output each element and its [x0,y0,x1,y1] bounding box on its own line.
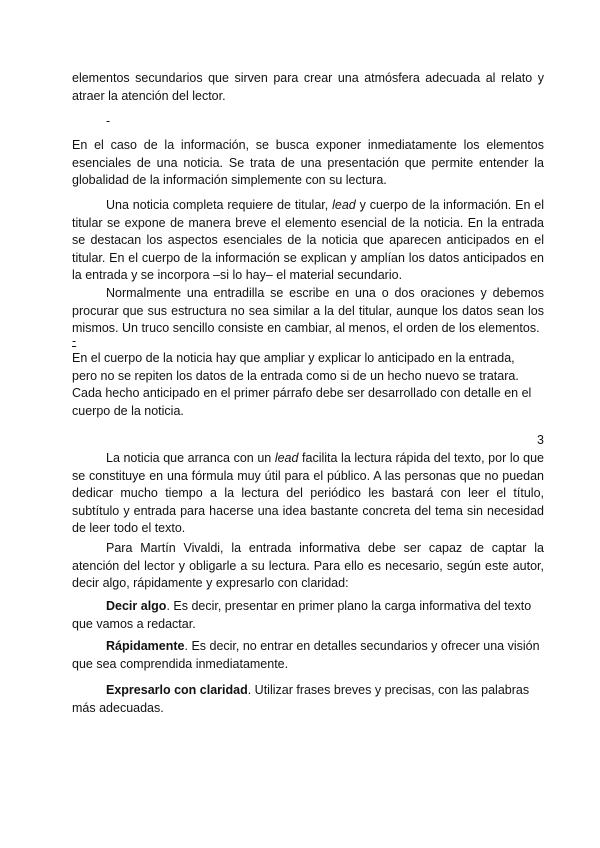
text-span: La noticia que arranca con un [106,451,275,465]
text-span: facilita la lectura rápida del texto, por lo que se constituye en una fórmula muy útil para el público. A las personas que no puedan dedicar mucho tiempo a la lectura del periódico les bastará con leer el título, subtítulo y entrada para hacerse una idea bastante concreta del tema sin necesidad de leer todo el texto. [72,451,544,535]
page-number: 3 [537,433,544,447]
lead-term: lead [332,198,356,212]
paragraph-continuation: elementos secundarios que sirven para crear una atmósfera adecuada al relato y atraer la atención del lector. [72,71,544,103]
dash-marker: - [72,334,77,348]
paragraph-entradilla: Normalmente una entradilla se escribe en una o dos oraciones y debemos procurar que sus estructura no sea similar a la del titular, aunque los datos sean los mismos. Un truco sencillo consiste en cambiar, al menos, el orden de los elementos. [72,286,544,335]
definition-expresarlo [72,682,544,717]
dash-marker: - [106,114,111,128]
text-span: Una noticia completa requiere de titular, [106,198,333,212]
definition-term: Expresarlo con claridad [106,683,248,697]
text-line: cuerpo de la noticia. [72,403,184,418]
text-line: pero no se repiten los datos de la entrada como si de un hecho nuevo se tratara. [72,368,519,383]
text-line: Cada hecho anticipado en el primer párrafo debe ser desarrollado con detalle en el [72,386,532,400]
paragraph-noticia-completa [72,197,544,285]
definition-term: Decir algo [106,599,167,613]
paragraph-cuerpo [72,350,544,420]
text-line: En el cuerpo de la noticia hay que ampliar y explicar lo anticipado en la entrada, [72,351,515,365]
paragraph-lead [72,450,544,538]
definition-term: Rápidamente [106,639,185,653]
definition-decir-algo [72,598,544,633]
text-span: y cuerpo de la información. En el titular se expone de manera breve el elemento esencial de la noticia. En la entrada se destacan los aspectos esenciales de la noticia que aparecen anticipados en el titular. En el cuerpo de la información se explican y amplían los datos anticipados en la entrada y se incorpora –si lo hay– el material secundario. [72,198,544,282]
lead-term: lead [274,451,299,465]
paragraph-vivaldi: Para Martín Vivaldi, la entrada informativa debe ser capaz de captar la atención del lector y obligarle a su lectura. Para ello es necesario, según este autor, decir algo, rápidamente y expresarlo con claridad: [72,541,544,590]
definition-text: . Es decir, no entrar en detalles secundarios y ofrecer una visión que sea comprendida inmediatamente. [72,639,540,671]
paragraph-informacion: En el caso de la información, se busca exponer inmediatamente los elementos esenciales de una noticia. Se trata de una presentación que permite entender la globalidad de la información simplemente con su lectura. [72,138,544,187]
definition-rapidamente [72,638,544,673]
definition-text: . Es decir, presentar en primer plano la carga informativa del texto que vamos a redactar. [72,599,532,631]
definition-text: . Utilizar frases breves y precisas, con las palabras más adecuadas. [72,683,530,715]
